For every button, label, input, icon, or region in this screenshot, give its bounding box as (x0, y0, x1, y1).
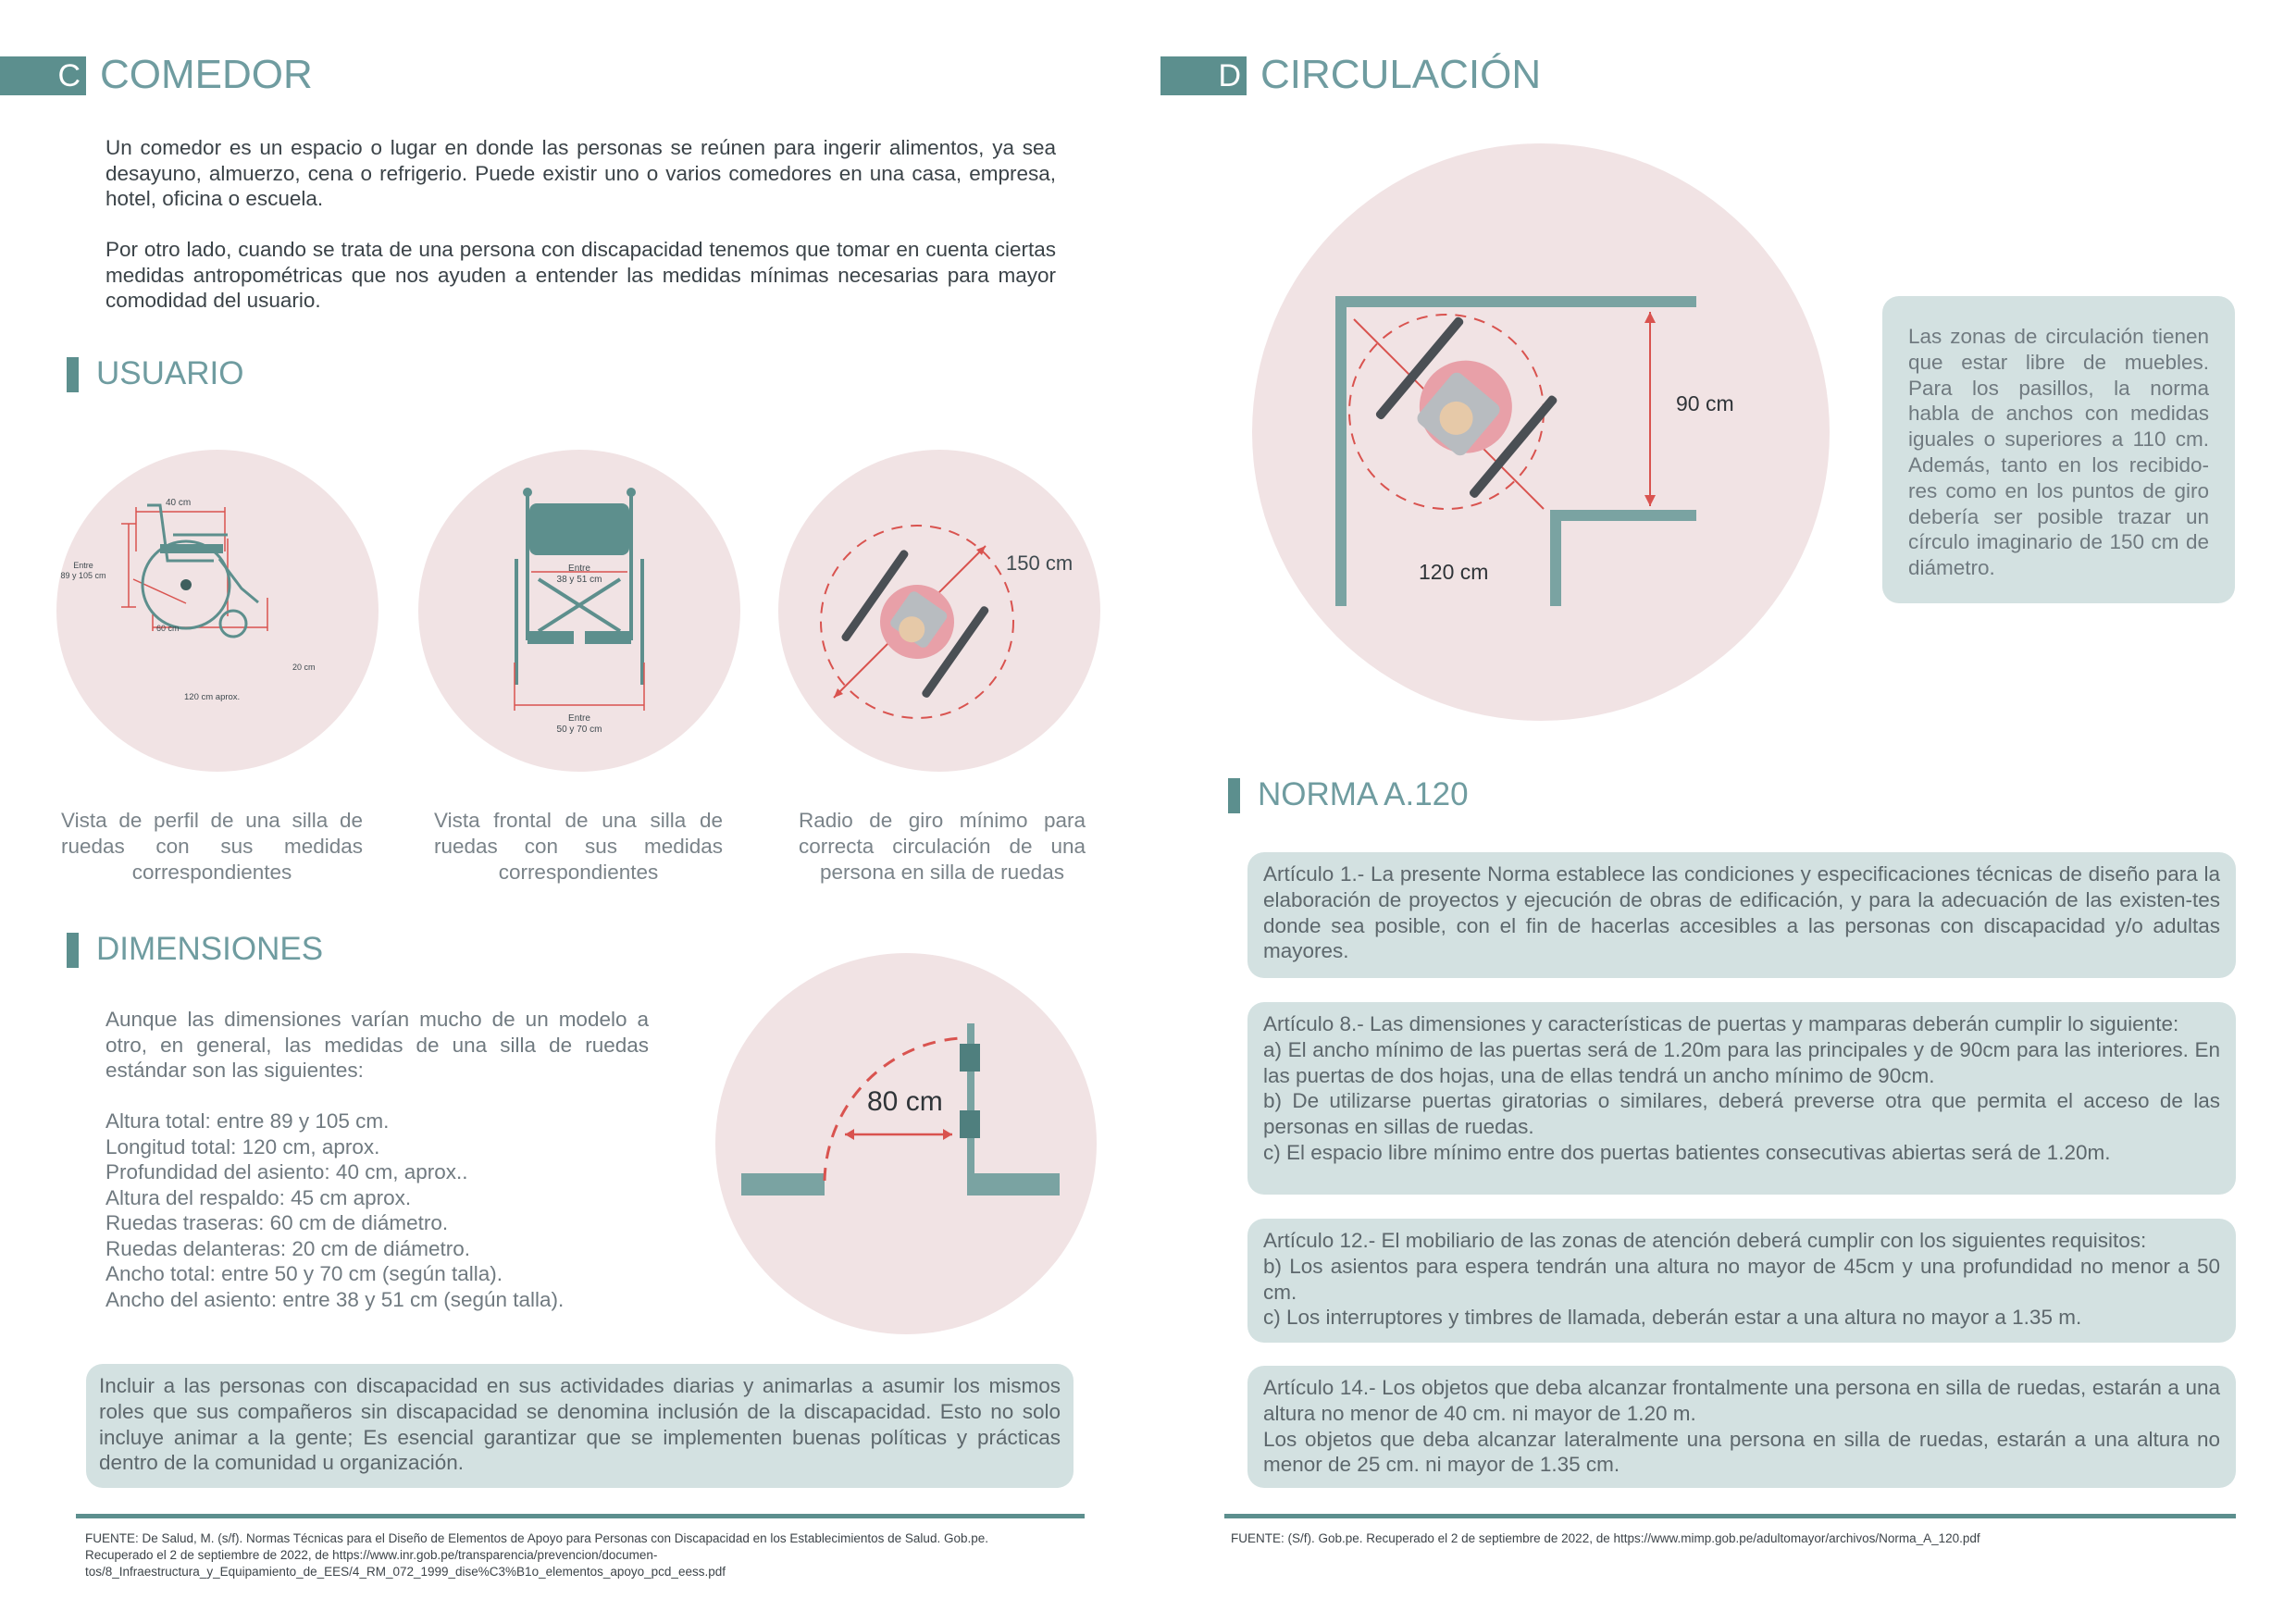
usuario-title: USUARIO (96, 355, 244, 391)
dim-label-wheel: 60 cm (156, 624, 180, 633)
seat-width-label: Entre 38 y 51 cm (556, 564, 602, 585)
list-item: Ancho total: entre 50 y 70 cm (según talla). (105, 1262, 503, 1285)
circulation-info-box: Las zonas de circulación tienen que estar libre de muebles. Para los pasillos, la norma habla de anchos con medidas iguales o superiores a 110 cm. Además, tanto en los recibido-res como en los puntos de giro debería ser posible trazar un círculo imaginario de 150 cm de diámetro. (1882, 296, 2235, 603)
section-title-comedor: COMEDOR (100, 52, 313, 97)
article-1-box: Artículo 1.- La presente Norma establece las condiciones y especificaciones técnicas de diseño para la elaboración de proyectos y ejecución de obras de edificación, y para la adecuación de las existen-tes donde sea posible, con el fin de hacerlas accesibles a las personas con discapacidad y/o adultas mayores. (1247, 852, 2236, 978)
dim-label-top: 40 cm (166, 498, 192, 508)
norma-title: NORMA A.120 (1258, 776, 1469, 812)
dimensiones-intro: Aunque las dimensiones varían mucho de un modelo a otro, en general, las medidas de una silla de ruedas estándar son las siguientes: (105, 1008, 649, 1082)
caption-turn: Radio de giro mínimo para correcta circulación de una persona en silla de ruedas (799, 809, 1086, 884)
article-12-box: Artículo 12.- El mobiliario de las zonas de atención deberá cumplir con los siguientes requisitos: b) Los asientos para espera tendrán una altura no mayor de 45cm y una profundidad no menor a 50 cm. c) Los interruptores y timbres de llamada, deberán estar a una altura no mayor a 1.35 m. (1247, 1219, 2236, 1343)
corridor-figure (1252, 143, 1830, 721)
caption-front: Vista frontal de una silla de ruedas con sus medidas correspondientes (434, 809, 723, 884)
section-letter-d: D (1160, 56, 1247, 95)
left-source-rule (76, 1514, 1085, 1518)
total-width-label: Entre 50 y 70 cm (556, 713, 602, 735)
caption-profile: Vista de perfil de una silla de ruedas con sus medidas correspondientes (61, 809, 363, 884)
section-letter-c: C (0, 56, 86, 95)
corridor-width-label: 120 cm (1419, 560, 1489, 584)
intro-paragraph-1: Un comedor es un espacio o lugar en donde las personas se reúnen para ingerir alimentos, ya sea desayuno, almuerzo, cena o refrigerio. Puede existir uno o varios comedores en una casa, empresa, hotel, oficina o escuela. (105, 136, 1056, 210)
turning-radius-figure (778, 450, 1100, 772)
dim-label-length: 120 cm aprox. (184, 692, 241, 702)
door-width-figure (715, 953, 1097, 1334)
list-item: Ruedas delanteras: 20 cm de diámetro. (105, 1236, 470, 1260)
section-title-circulacion: CIRCULACIÓN (1260, 52, 1542, 97)
dimensiones-bar (67, 933, 79, 968)
left-source: FUENTE: De Salud, M. (s/f). Normas Técnicas para el Diseño de Elementos de Apoyo para Personas con Discapacidad en los Establecimientos de Salud. Gob.pe. Recuperado el 2 de septiembre de 2022, de https://www.inr.gob.pe/transparencia/prevencion/documen- tos/8_Infraestructura_y_Equipamiento_de_EES/4_RM_072_1999_dise%C3%B1o_elementos_apoyo_pcd_eess.pdf (85, 1531, 988, 1579)
usuario-bar (67, 357, 79, 392)
dimensiones-title: DIMENSIONES (96, 931, 324, 967)
turning-radius-label: 150 cm (1006, 551, 1074, 575)
list-item: Ruedas traseras: 60 cm de diámetro. (105, 1211, 449, 1234)
right-source-rule (1224, 1514, 2236, 1518)
door-width-label: 80 cm (867, 1086, 943, 1117)
list-item: Ancho del asiento: entre 38 y 51 cm (según talla). (105, 1287, 565, 1311)
list-item: Longitud total: 120 cm, aprox. (105, 1134, 380, 1158)
list-item: Altura del respaldo: 45 cm aprox. (105, 1185, 412, 1209)
intro-paragraph-2: Por otro lado, cuando se trata de una persona con discapacidad tenemos que tomar en cuenta ciertas medidas antropométricas que nos ayuden a entender las medidas mínimas necesarias para mayor comodidad del usuario. (105, 238, 1056, 312)
list-item: Profundidad del asiento: 40 cm, aprox.. (105, 1160, 468, 1183)
norma-bar (1228, 778, 1240, 813)
dim-label-height: Entre 89 y 105 cm (60, 561, 106, 580)
list-item: Altura total: entre 89 y 105 cm. (105, 1109, 390, 1133)
inclusion-box: Incluir a las personas con discapacidad en sus actividades diarias y animarlas a asumir los mismos roles que sus compañeros sin discapacidad se denomina inclusión de la discapacidad. Esto no solo incluye animar a la gente; Es esencial garantizar que se implementen buenas políticas y prácticas dentro de la comunidad u organización. (86, 1364, 1074, 1488)
right-source: FUENTE: (S/f). Gob.pe. Recuperado el 2 de septiembre de 2022, de https://www.mimp.gob.pe/adultomayor/archivos/Norma_A_120.pdf (1231, 1531, 1980, 1545)
corridor-height-label: 90 cm (1676, 391, 1734, 415)
front-wheelchair-figure (418, 450, 740, 772)
dim-label-front-wheel: 20 cm (292, 663, 316, 672)
article-14-box: Artículo 14.- Los objetos que deba alcanzar frontalmente una persona en silla de ruedas, estarán a una altura no menor de 40 cm. ni mayor de 1.20 m. Los objetos que deba alcanzar lateralmente una persona en silla de ruedas, estarán a una altura no menor de 25 cm. ni mayor de 1.35 cm. (1247, 1366, 2236, 1488)
dimensiones-list (105, 1109, 652, 1312)
article-8-box: Artículo 8.- Las dimensiones y características de puertas y mamparas deberán cumplir lo siguiente: a) El ancho mínimo de las puertas será de 1.20m para las principales y de 90cm para las interiores. En las puertas de dos hojas, una de ellas tendrá un ancho mínimo de 90cm. b) De utilizarse puertas giratorias o similares, deberá preverse otra que permita el acceso de las personas en sillas de ruedas. c) El espacio libre mínimo entre dos puertas batientes consecutivas abiertas será de 1.20m. (1247, 1002, 2236, 1195)
profile-wheelchair-figure (56, 450, 379, 772)
